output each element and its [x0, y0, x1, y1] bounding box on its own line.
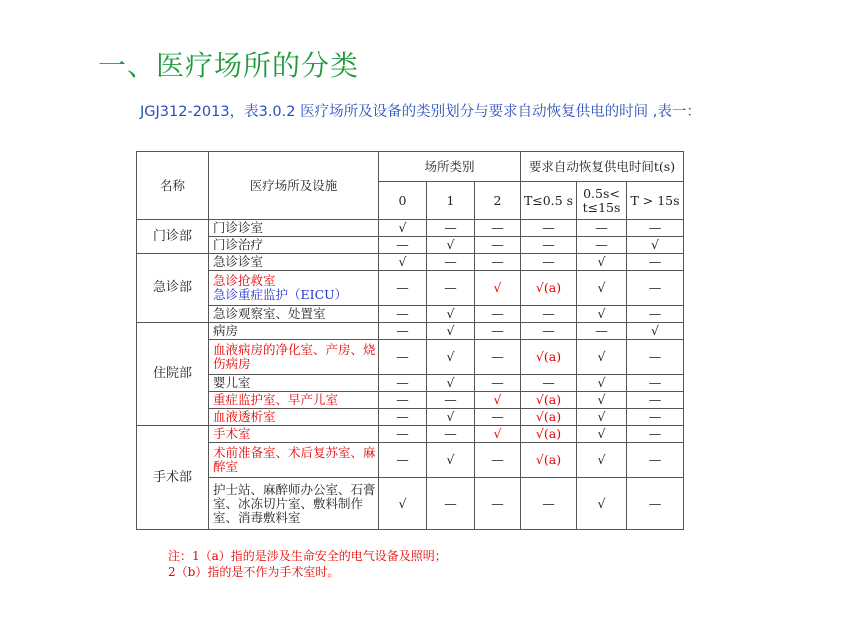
- table-cell: —: [379, 306, 427, 323]
- header-name: 名称: [137, 152, 209, 220]
- header-time: 要求自动恢复供电时间t(s): [521, 152, 684, 182]
- department-name: 门诊部: [137, 220, 209, 254]
- table-cell: √: [577, 426, 627, 443]
- table-cell: —: [475, 443, 521, 478]
- table-cell: √: [475, 271, 521, 306]
- table-cell: √(a): [521, 271, 577, 306]
- table-cell: √: [475, 426, 521, 443]
- place-name: [209, 237, 379, 254]
- table-cell: —: [627, 392, 684, 409]
- table-cell: —: [521, 323, 577, 340]
- place-label: 病房: [213, 323, 239, 338]
- header-category: 场所类别: [379, 152, 521, 182]
- table-cell: —: [475, 409, 521, 426]
- table-cell: —: [627, 478, 684, 530]
- place-name: [209, 426, 379, 443]
- table-cell: —: [521, 254, 577, 271]
- place-label-secondary: 急诊重症监护（EICU）: [213, 287, 348, 302]
- table-cell: —: [577, 237, 627, 254]
- place-label: 血液病房的净化室、产房、烧伤病房: [213, 342, 376, 371]
- table-cell: —: [475, 323, 521, 340]
- table-row: [137, 426, 684, 443]
- table-row: [137, 254, 684, 271]
- table-row: [137, 271, 684, 306]
- table-cell: √(a): [521, 426, 577, 443]
- table-cell: —: [427, 392, 475, 409]
- table-cell: √: [577, 340, 627, 375]
- table-cell: —: [379, 409, 427, 426]
- table-row: [137, 443, 684, 478]
- table-cell: —: [475, 306, 521, 323]
- table-cell: —: [475, 220, 521, 237]
- table-cell: —: [627, 306, 684, 323]
- table-cell: —: [627, 409, 684, 426]
- table-cell: —: [475, 478, 521, 530]
- place-label: 血液透析室: [213, 409, 276, 424]
- place-label: 术前准备室、术后复苏室、麻醉室: [213, 445, 376, 474]
- table-row: [137, 392, 684, 409]
- table-cell: √(a): [521, 409, 577, 426]
- place-label: 门诊治疗: [213, 237, 264, 252]
- place-label: 婴儿室: [213, 375, 251, 390]
- place-name: [209, 271, 379, 306]
- table-cell: √: [627, 323, 684, 340]
- table-cell: √: [379, 478, 427, 530]
- place-name: [209, 375, 379, 392]
- table-cell: √: [577, 443, 627, 478]
- place-label: 手术室: [213, 426, 251, 441]
- table-cell: —: [379, 426, 427, 443]
- table-cell: √: [577, 478, 627, 530]
- table-cell: √: [427, 409, 475, 426]
- table-cell: √: [427, 306, 475, 323]
- table-cell: √: [577, 254, 627, 271]
- note-2: 2（b）指的是不作为手术室时。: [168, 565, 340, 579]
- table-row: [137, 323, 684, 340]
- table-cell: —: [427, 271, 475, 306]
- table-cell: √: [577, 375, 627, 392]
- table-cell: —: [627, 375, 684, 392]
- table-cell: —: [577, 323, 627, 340]
- place-label: 急诊观察室、处置室: [213, 306, 326, 321]
- header-places: 医疗场所及设施: [209, 152, 379, 220]
- header-category-0: 0: [379, 182, 427, 220]
- table-cell: √: [577, 306, 627, 323]
- department-name: 急诊部: [137, 254, 209, 323]
- place-name: [209, 323, 379, 340]
- place-name: [209, 409, 379, 426]
- table-cell: √: [379, 220, 427, 237]
- table-cell: —: [379, 271, 427, 306]
- table-caption: JGJ312-2013，表3.0.2 医疗场所及设备的类别划分与要求自动恢复供电的时间 ,表一：: [140, 104, 701, 120]
- table-cell: —: [521, 375, 577, 392]
- table-cell: —: [521, 220, 577, 237]
- table-cell: √: [577, 409, 627, 426]
- table-cell: —: [379, 392, 427, 409]
- table-cell: —: [379, 443, 427, 478]
- table-cell: —: [427, 254, 475, 271]
- header-category-1: 1: [427, 182, 475, 220]
- header-category-2: 2: [475, 182, 521, 220]
- table-row: [137, 478, 684, 530]
- place-name: [209, 478, 379, 530]
- place-name: [209, 443, 379, 478]
- table-cell: —: [627, 254, 684, 271]
- table-cell: —: [379, 237, 427, 254]
- header-time-fast: T≤0.5 s: [521, 182, 577, 220]
- table-cell: —: [521, 237, 577, 254]
- table-cell: —: [379, 323, 427, 340]
- place-name: [209, 306, 379, 323]
- table-cell: —: [379, 340, 427, 375]
- classification-table: [136, 151, 684, 530]
- place-name: [209, 254, 379, 271]
- place-label: 护士站、麻醉师办公室、石膏室、冰冻切片室、敷料制作室、消毒敷料室: [213, 481, 376, 525]
- table-cell: √: [627, 237, 684, 254]
- table-cell: √(a): [521, 340, 577, 375]
- table-cell: —: [521, 306, 577, 323]
- header-time-medium: 0.5s< t≤15s: [577, 182, 627, 220]
- note-1: 注：1（a）指的是涉及生命安全的电气设备及照明；: [168, 549, 447, 563]
- table-row: [137, 340, 684, 375]
- department-name: 手术部: [137, 426, 209, 530]
- header-time-slow: T > 15s: [627, 182, 684, 220]
- table-cell: —: [475, 237, 521, 254]
- table-cell: —: [379, 375, 427, 392]
- table-cell: —: [427, 426, 475, 443]
- table-cell: √: [379, 254, 427, 271]
- table-row: [137, 237, 684, 254]
- table-cell: √(a): [521, 392, 577, 409]
- table-row: [137, 306, 684, 323]
- table-cell: —: [521, 478, 577, 530]
- table-row: [137, 409, 684, 426]
- place-name: [209, 340, 379, 375]
- table-cell: √: [427, 375, 475, 392]
- place-name: [209, 220, 379, 237]
- table-row: [137, 375, 684, 392]
- place-name: [209, 392, 379, 409]
- place-label: 门诊诊室: [213, 220, 264, 235]
- notes: [168, 548, 447, 580]
- table-cell: —: [627, 426, 684, 443]
- table-cell: √: [427, 340, 475, 375]
- table-cell: —: [475, 340, 521, 375]
- table-cell: —: [475, 375, 521, 392]
- table-cell: —: [627, 220, 684, 237]
- table-cell: √: [427, 237, 475, 254]
- table-cell: √: [427, 323, 475, 340]
- department-name: 住院部: [137, 323, 209, 426]
- place-label: 急诊诊室: [213, 254, 264, 269]
- slide-title: 一、医疗场所的分类: [98, 49, 360, 82]
- table-cell: —: [577, 220, 627, 237]
- table-row: [137, 220, 684, 237]
- table-cell: √: [427, 443, 475, 478]
- table-cell: —: [627, 271, 684, 306]
- table-cell: —: [427, 220, 475, 237]
- table-cell: —: [475, 254, 521, 271]
- table-cell: √: [577, 271, 627, 306]
- table-cell: √: [577, 392, 627, 409]
- table-cell: —: [627, 340, 684, 375]
- place-label: 重症监护室、早产儿室: [213, 392, 339, 407]
- table-cell: √: [475, 392, 521, 409]
- table-cell: —: [627, 443, 684, 478]
- table-cell: —: [427, 478, 475, 530]
- table-cell: √(a): [521, 443, 577, 478]
- place-label: 急诊抢救室: [213, 273, 276, 288]
